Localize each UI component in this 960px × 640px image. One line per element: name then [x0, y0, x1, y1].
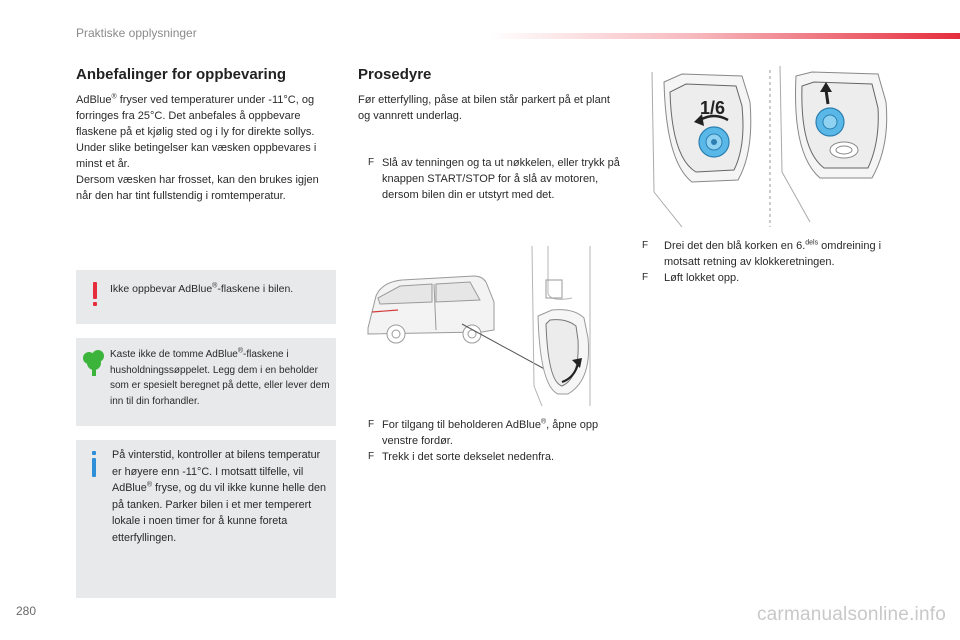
- warning-text: Ikke oppbevar AdBlue®-flaskene i bilen.: [110, 282, 294, 295]
- storage-paragraph-3: Dersom væsken har frosset, kan den brukes igjen når den har tint fullstendig i romtemperatur.: [76, 174, 319, 202]
- procedure-intro: Før etterfylling, påse at bilen står parkert på et plant og vannrett underlag.: [358, 94, 610, 122]
- procedure-step-2: F For tilgang til beholderen AdBlue®, åpne opp venstre fordør.: [368, 418, 599, 447]
- info-box: [76, 440, 336, 598]
- storage-paragraph-2: Under slike betingelser kan væsken oppbevares i minst et år.: [76, 142, 317, 170]
- procedure-step-3: F Trekk i det sorte dekselet nedenfra.: [368, 451, 555, 463]
- eco-text: Kaste ikke de tomme AdBlue®-flaskene i husholdningssøppelet. Legg dem i en beholder som er spesielt beregnet på dette, eller lever dem inn til din forhandler.: [110, 347, 330, 407]
- rotation-fraction-label: 1/6: [700, 98, 726, 118]
- storage-text: [76, 92, 334, 204]
- van-door-figure: [362, 246, 604, 406]
- info-text: På vinterstid, kontroller at bilens temperatur er høyere enn -11°C. I motsatt tilfelle, vil AdBlue® fryse, og du vil ikke kunne helle den på tanken. Parker bilen i et mer temperert lokale i noen timer for å kunne foreta etterfyllingen.: [112, 449, 327, 544]
- watermark: carmanualsonline.info: [756, 604, 946, 625]
- bullet-marker: F: [368, 157, 375, 168]
- storage-heading: Anbefalinger for oppbevaring: [76, 66, 287, 83]
- procedure-step-4: F Drei det den blå korken en 6.$^{dels}$ omdreining i motsatt retning av klokkeretningen.: [642, 239, 882, 268]
- procedure-step-5: F Løft lokket opp.: [642, 272, 740, 284]
- tree-icon: [82, 349, 106, 377]
- procedure-steps-2-3: [368, 417, 626, 465]
- procedure-heading: Prosedyre: [358, 66, 432, 83]
- eco-box: [76, 338, 336, 426]
- warning-box: [76, 270, 336, 324]
- page-number: 280: [16, 604, 37, 618]
- procedure-step-1: F Slå av tenningen og ta ut nøkkelen, eller trykk på knappen START/STOP for å slå av motoren, dersom bilen din er utstyrt med det.: [368, 157, 620, 201]
- info-icon: [89, 450, 99, 478]
- storage-paragraph-1: AdBlue® fryser ved temperaturer under -11°C, og forringes fra 25°C. Det anbefales å oppbevare flaskene på et kjølig sted og i ly for direkte sollys.: [76, 93, 315, 138]
- adblue-cap-figure: [642, 62, 898, 232]
- section-header: Praktiske opplysninger: [76, 26, 197, 40]
- warning-icon: [90, 281, 100, 307]
- header-accent-bar: [490, 33, 960, 39]
- cap-steps: [642, 238, 912, 286]
